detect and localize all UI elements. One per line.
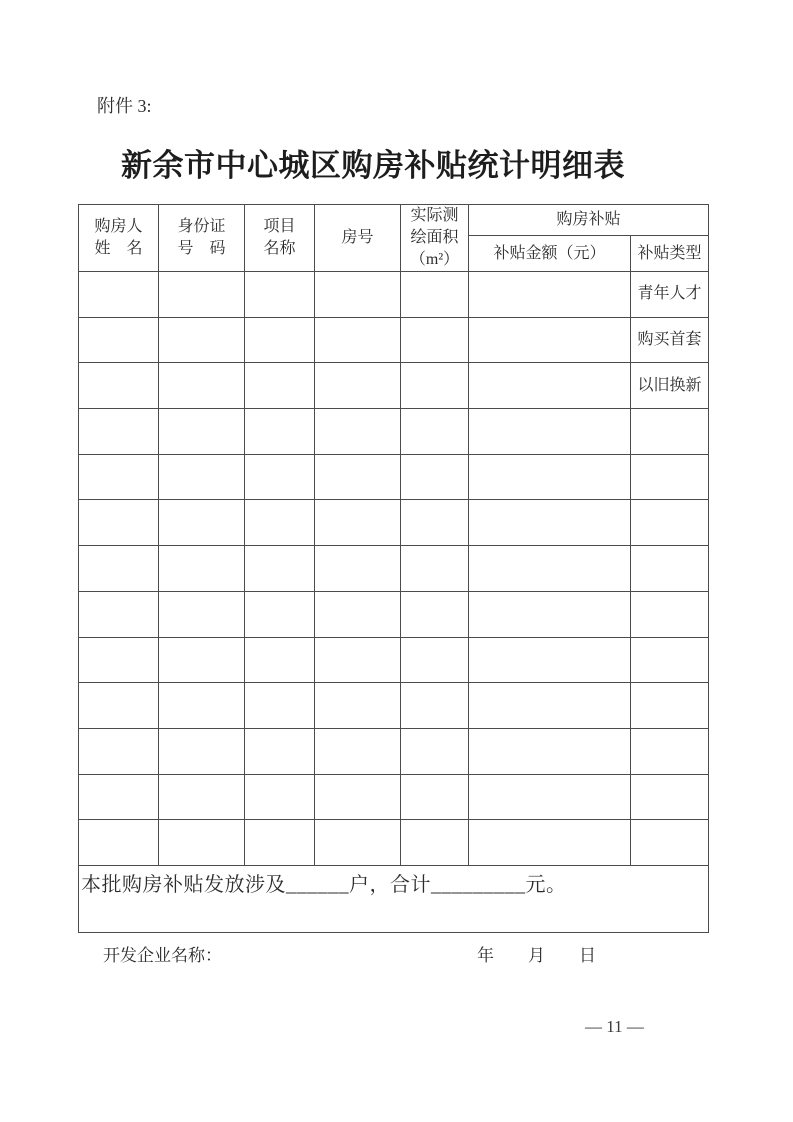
table-cell — [79, 546, 159, 592]
table-cell — [245, 820, 315, 866]
table-row — [79, 774, 709, 820]
table-cell — [159, 500, 245, 546]
table-cell — [631, 637, 709, 683]
table-cell — [469, 454, 631, 500]
table-cell — [401, 591, 469, 637]
table-cell — [79, 500, 159, 546]
table-cell — [469, 683, 631, 729]
table-cell — [245, 683, 315, 729]
table-cell — [245, 317, 315, 363]
table-cell — [631, 820, 709, 866]
header-room-number: 房号 — [315, 205, 401, 272]
date-line: 年 月 日 — [477, 946, 596, 965]
header-id-number: 身份证 号 码 — [159, 205, 245, 272]
header-measured-area: 实际测 绘面积 （m²） — [401, 205, 469, 272]
table-cell — [245, 728, 315, 774]
table-cell — [315, 500, 401, 546]
table-row — [79, 500, 709, 546]
table-cell — [245, 500, 315, 546]
table-cell — [315, 317, 401, 363]
table-cell — [401, 363, 469, 409]
table-row — [79, 317, 709, 363]
table-cell — [315, 774, 401, 820]
table-cell — [315, 637, 401, 683]
table-row — [79, 820, 709, 866]
table-cell — [631, 683, 709, 729]
table-cell — [315, 728, 401, 774]
table-cell — [79, 409, 159, 455]
table-cell — [631, 546, 709, 592]
table-cell — [245, 546, 315, 592]
table-cell — [79, 728, 159, 774]
page-number: — 11 — — [585, 1017, 644, 1036]
page-title: 新余市中心城区购房补贴统计明细表 — [121, 148, 625, 183]
table-header-row-top — [79, 205, 709, 236]
table-row — [79, 637, 709, 683]
attachment-label: 附件 3: — [97, 96, 152, 116]
summary-text: 本批购房补贴发放涉及______户，合计_________元。 — [79, 865, 709, 932]
subsidy-type-cell: 以旧换新 — [631, 363, 709, 409]
header-buyer-name: 购房人 姓 名 — [79, 205, 159, 272]
summary-row — [79, 865, 709, 932]
header-subsidy-amount: 补贴金额（元） — [469, 236, 631, 272]
table-row — [79, 728, 709, 774]
table-cell — [159, 317, 245, 363]
table-cell — [631, 774, 709, 820]
table-cell — [159, 363, 245, 409]
table-cell — [245, 409, 315, 455]
table-cell — [245, 363, 315, 409]
table-cell — [631, 728, 709, 774]
table-cell — [469, 409, 631, 455]
table-cell — [159, 683, 245, 729]
table-row — [79, 591, 709, 637]
table-cell — [245, 637, 315, 683]
table-cell — [469, 591, 631, 637]
table-cell — [315, 409, 401, 455]
table-cell — [469, 317, 631, 363]
table-cell — [315, 272, 401, 318]
subsidy-detail-table — [78, 204, 709, 933]
table-cell — [631, 409, 709, 455]
table-cell — [401, 728, 469, 774]
table-cell — [159, 774, 245, 820]
table-cell — [245, 454, 315, 500]
table-cell — [159, 820, 245, 866]
table-cell — [469, 820, 631, 866]
table-cell — [79, 591, 159, 637]
table-cell — [315, 546, 401, 592]
table-cell — [79, 454, 159, 500]
table-cell — [79, 774, 159, 820]
table-cell — [245, 591, 315, 637]
table-cell — [469, 272, 631, 318]
header-subsidy-type: 补贴类型 — [631, 236, 709, 272]
table-cell — [79, 317, 159, 363]
table-cell — [401, 683, 469, 729]
table-cell — [79, 637, 159, 683]
table-cell — [159, 454, 245, 500]
table-cell — [245, 774, 315, 820]
table-cell — [469, 774, 631, 820]
table-cell — [469, 637, 631, 683]
subsidy-type-cell: 购买首套 — [631, 317, 709, 363]
table-row — [79, 272, 709, 318]
table-cell — [469, 546, 631, 592]
table-row — [79, 363, 709, 409]
table-cell — [245, 272, 315, 318]
table-row — [79, 454, 709, 500]
table-cell — [631, 591, 709, 637]
table-cell — [315, 820, 401, 866]
table-cell — [469, 363, 631, 409]
table-cell — [79, 363, 159, 409]
table-cell — [401, 454, 469, 500]
table-cell — [401, 546, 469, 592]
table-cell — [315, 683, 401, 729]
header-subsidy-group: 购房补贴 — [469, 205, 709, 236]
table-cell — [401, 820, 469, 866]
table-row — [79, 546, 709, 592]
table-cell — [159, 637, 245, 683]
table-row — [79, 683, 709, 729]
table-cell — [79, 820, 159, 866]
table-cell — [469, 728, 631, 774]
table-cell — [401, 317, 469, 363]
table-cell — [315, 363, 401, 409]
table-cell — [401, 409, 469, 455]
table-cell — [159, 409, 245, 455]
table-cell — [631, 454, 709, 500]
table-cell — [401, 272, 469, 318]
table-cell — [631, 500, 709, 546]
table-cell — [159, 728, 245, 774]
table-cell — [79, 272, 159, 318]
table-row — [79, 409, 709, 455]
table-cell — [159, 591, 245, 637]
table-cell — [159, 272, 245, 318]
table-cell — [315, 591, 401, 637]
subsidy-type-cell: 青年人才 — [631, 272, 709, 318]
table-cell — [469, 500, 631, 546]
developer-name-label: 开发企业名称： — [103, 946, 222, 965]
header-project-name: 项目 名称 — [245, 205, 315, 272]
table-cell — [79, 683, 159, 729]
table-cell — [315, 454, 401, 500]
table-cell — [401, 774, 469, 820]
table-cell — [401, 500, 469, 546]
table-cell — [159, 546, 245, 592]
table-cell — [401, 637, 469, 683]
